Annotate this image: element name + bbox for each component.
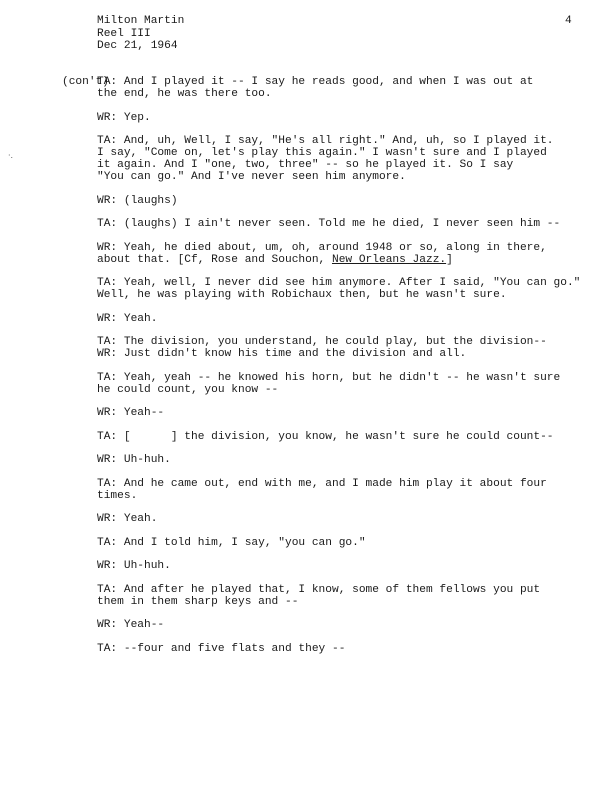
transcript-line-text: TA: Yeah, yeah -- he knowed his horn, but he didn't -- he wasn't sure — [97, 371, 561, 384]
transcript-line-text: TA: And I played it -- I say he reads good, and when I was out at — [97, 76, 534, 88]
transcript-line-text: TA: (laughs) I ain't never seen. Told me he died, I never seen him -- — [97, 218, 561, 230]
transcript-paragraph — [0, 584, 612, 608]
transcript-line-text: TA: Yeah, well, I never did see him anymore. After I said, "You can go." — [97, 277, 581, 289]
transcript-line — [97, 277, 612, 289]
transcript-line-text: WR: Yeah-- — [97, 407, 165, 419]
transcript-line — [97, 147, 612, 159]
transcript-line-text: he could count, you know -- — [97, 383, 279, 396]
transcript-paragraph — [0, 195, 612, 207]
transcript-line-text: about that. [Cf, Rose and Souchon, — [97, 253, 332, 266]
transcript-line — [97, 313, 612, 325]
transcript-paragraph — [0, 537, 612, 549]
continued-label: (con't) — [62, 76, 109, 88]
book-title: New Orleans Jazz. — [331, 253, 447, 266]
transcript-line — [97, 454, 612, 466]
transcript-line — [97, 407, 612, 419]
reel-label: Reel III — [97, 27, 151, 40]
transcript-line-text: WR: Yeah. — [97, 513, 158, 525]
stray-mark-decoration: ·. — [8, 151, 14, 160]
transcript-line-text: times. — [97, 489, 138, 502]
transcript-paragraph — [0, 619, 612, 631]
transcript-line — [97, 218, 612, 230]
transcript-line — [97, 135, 612, 147]
transcript-line-text: it again. And I "one, two, three" -- so he played it. So I say — [97, 159, 514, 171]
transcript-paragraph — [0, 242, 612, 266]
transcript-line — [97, 619, 612, 631]
transcript-paragraph — [0, 76, 612, 100]
transcript-line — [97, 88, 612, 100]
transcript-line-text: WR: Uh-huh. — [97, 560, 171, 572]
transcript-line-text: TA: And I told him, I say, "you can go." — [97, 536, 366, 549]
transcript-line — [97, 478, 612, 490]
transcript-paragraph — [0, 431, 612, 443]
transcript-paragraph — [0, 513, 612, 525]
transcript-paragraph — [0, 336, 612, 360]
transcript-line — [97, 242, 612, 254]
transcript-line-text: I say, "Come on, let's play this again." I wasn't sure and I played — [97, 147, 547, 159]
interviewee-name: Milton Martin — [97, 15, 185, 27]
transcript-paragraph — [0, 643, 612, 655]
closing-bracket: ] — [446, 253, 453, 266]
transcript-line — [97, 431, 612, 443]
transcript-line — [97, 513, 612, 525]
interview-date: Dec 21, 1964 — [97, 40, 178, 52]
transcript-line — [97, 336, 612, 348]
transcript-line — [97, 112, 612, 124]
transcript-line-text: WR: Yeah. — [97, 312, 158, 325]
transcript-line-text: WR: Yeah-- — [97, 619, 165, 631]
transcript-line — [97, 254, 612, 266]
transcript-line-text: Well, he was playing with Robichaux then, but he wasn't sure. — [97, 289, 507, 301]
transcript-paragraph — [0, 454, 612, 466]
transcript-line-text: TA: --four and five flats and they -- — [97, 642, 346, 655]
transcript-line-text: the end, he was there too. — [97, 88, 272, 100]
transcript-line — [97, 289, 612, 301]
transcript-line — [97, 490, 612, 502]
transcript-line-text: WR: (laughs) — [97, 194, 178, 207]
page-header — [97, 15, 184, 53]
transcript-line — [97, 596, 612, 608]
transcript-paragraph — [0, 277, 612, 301]
transcript-paragraph — [0, 407, 612, 419]
transcript-paragraph — [0, 560, 612, 572]
transcript-line — [97, 159, 612, 171]
transcript-line — [97, 584, 612, 596]
transcript-line — [97, 171, 612, 183]
transcript-paragraph — [0, 112, 612, 124]
transcript-line — [97, 643, 612, 655]
transcript-paragraph — [0, 372, 612, 396]
transcript-line-text: "You can go." And I've never seen him anymore. — [97, 171, 406, 183]
transcript-line-text: TA: And, uh, Well, I say, "He's all right." And, uh, so I played it. — [97, 135, 554, 147]
transcript-line-text: TA: And he came out, end with me, and I made him play it about four — [97, 477, 547, 490]
transcript-line-text: WR: Just didn't know his time and the division and all. — [97, 348, 467, 360]
transcript-paragraph — [0, 313, 612, 325]
page-number: 4 — [565, 15, 572, 27]
transcript-line-text: them in them sharp keys and -- — [97, 595, 299, 608]
transcript-body — [0, 76, 612, 666]
transcript-line — [97, 537, 612, 549]
transcript-paragraph — [0, 218, 612, 230]
transcript-line — [97, 76, 612, 88]
transcript-line — [97, 384, 612, 396]
transcript-line-text: TA: And after he played that, I know, some of them fellows you put — [97, 583, 541, 596]
transcript-line — [97, 560, 612, 572]
transcript-line — [97, 195, 612, 207]
transcript-line-text: WR: Uh-huh. — [97, 454, 171, 466]
transcript-line-text: WR: Yep. — [97, 111, 151, 124]
transcript-line-text: TA: [ ] the division, you know, he wasn't sure he could count-- — [97, 430, 554, 443]
transcript-line — [97, 372, 612, 384]
transcript-line-text: WR: Yeah, he died about, um, oh, around 1948 or so, along in there, — [97, 241, 547, 254]
transcript-paragraph — [0, 135, 612, 183]
transcript-paragraph — [0, 478, 612, 502]
transcript-line-text: TA: The division, you understand, he could play, but the division-- — [97, 336, 547, 348]
transcript-line — [97, 348, 612, 360]
